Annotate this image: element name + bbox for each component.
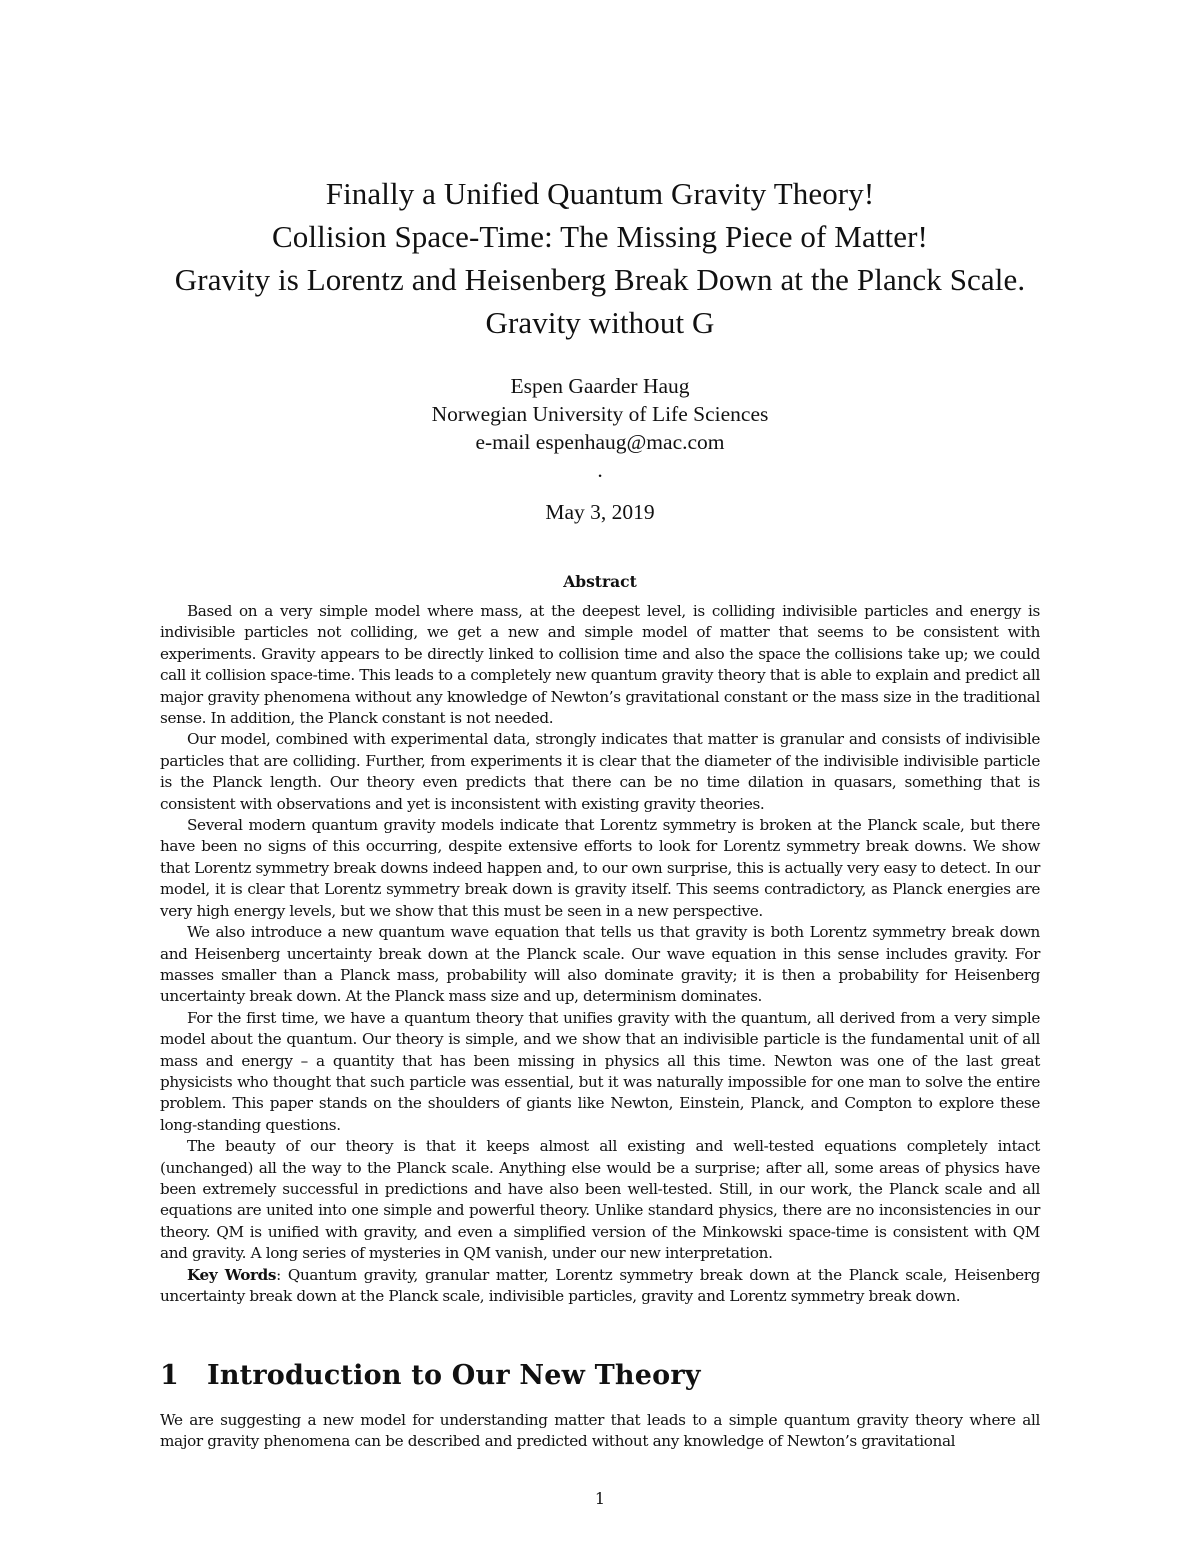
author-dot: . <box>597 458 603 482</box>
intro-body <box>160 1410 1040 1453</box>
intro-paragraph: We are suggesting a new model for understanding matter that leads to a simple quantum gravity theory where all major gravity phenomena can be described and predicted without any knowledge of Newton’s gravitational <box>160 1411 1040 1451</box>
section-heading <box>160 1360 1040 1391</box>
key-words-text: : Quantum gravity, granular matter, Lorentz symmetry break down at the Planck scale, Heisenberg uncertainty break down at the Planck scale, indivisible particles, gravity and Lorentz symmetry break down. <box>160 1265 1040 1305</box>
author-affiliation: Norwegian University of Life Sciences <box>431 402 769 426</box>
abstract-paragraph-4: We also introduce a new quantum wave equation that tells us that gravity is both Lorentz symmetry break down and Heisenberg uncertainty break down at the Planck scale. Our wave equation in this sense includes gravity. For masses smaller than a Planck mass, probability will also dominate gravity; it is then a probability for Heisenberg uncertainty break down. At the Planck mass size and up, determinism dominates. <box>160 923 1040 1006</box>
abstract-paragraph-3: Several modern quantum gravity models indicate that Lorentz symmetry is broken at the Planck scale, but there have been no signs of this occurring, despite extensive efforts to look for Lorentz symmetry break downs. We show that Lorentz symmetry break downs indeed happen and, to our own surprise, this is actually very easy to detect. In our model, it is clear that Lorentz symmetry break down is gravity itself. This seems contradictory, as Planck energies are very high energy levels, but we show that this must be seen in a new perspective. <box>160 816 1040 920</box>
title-line-1: Finally a Unified Quantum Gravity Theory! <box>325 176 875 211</box>
paper-title <box>100 172 1100 344</box>
abstract-paragraph-2: Our model, combined with experimental data, strongly indicates that matter is granular and consists of indivisible particles that are colliding. Further, from experiments it is clear that the diameter of the indivisible indivisible particle is the Planck length. Our theory even predicts that there can be no time dilation in quasars, something that is consistent with observations and yet is inconsistent with existing gravity theories. <box>160 730 1040 813</box>
title-line-2: Collision Space-Time: The Missing Piece of Matter! <box>272 219 928 254</box>
paper-date: May 3, 2019 <box>545 500 655 524</box>
abstract-body <box>160 601 1040 1307</box>
abstract-paragraph-6: The beauty of our theory is that it keeps almost all existing and well-tested equations completely intact (unchanged) all the way to the Planck scale. Anything else would be a surprise; after all, some areas of physics have been extremely successful in predictions and have also been well-tested. Still, in our work, the Planck scale and all equations are united into one simple and powerful theory. Unlike standard physics, there are no inconsistencies in our theory. QM is unified with gravity, and even a simplified version of the Minkowski space-time is consistent with QM and gravity. A long series of mysteries in QM vanish, under our new interpretation. <box>160 1137 1040 1263</box>
title-line-3: Gravity is Lorentz and Heisenberg Break Down at the Planck Scale. <box>174 262 1026 297</box>
section-title: Introduction to Our New Theory <box>207 1360 701 1391</box>
key-words-label: Key Words <box>187 1265 277 1284</box>
key-words-paragraph <box>160 1265 1040 1308</box>
section-number: 1 <box>160 1360 179 1391</box>
page-number: 1 <box>594 1489 606 1508</box>
author-email: e-mail espenhaug@mac.com <box>475 430 725 454</box>
author-block <box>200 372 1000 484</box>
abstract-paragraph-5: For the first time, we have a quantum theory that unifies gravity with the quantum, all derived from a very simple model about the quantum. Our theory is simple, and we show that an indivisible particle is the fundamental unit of all mass and energy – a quantity that has been missing in physics all this time. Newton was one of the last great physicists who thought that such particle was essential, but it was naturally impossible for one man to solve the entire problem. This paper stands on the shoulders of giants like Newton, Einstein, Planck, and Compton to explore these long-standing questions. <box>160 1008 1040 1134</box>
abstract-heading: Abstract <box>563 572 637 591</box>
author-name: Espen Gaarder Haug <box>510 374 690 398</box>
title-line-4: Gravity without G <box>485 305 715 340</box>
abstract-paragraph-1: Based on a very simple model where mass, at the deepest level, is colliding indivisible particles and energy is indivisible particles not colliding, we get a new and simple model of matter that seems to be consistent with experiments. Gravity appears to be directly linked to collision time and also the space the collisions take up; we could call it collision space-time. This leads to a completely new quantum gravity theory that is able to explain and predict all major gravity phenomena without any knowledge of Newton’s gravitational constant or the mass size in the traditional sense. In addition, the Planck constant is not needed. <box>160 602 1040 728</box>
